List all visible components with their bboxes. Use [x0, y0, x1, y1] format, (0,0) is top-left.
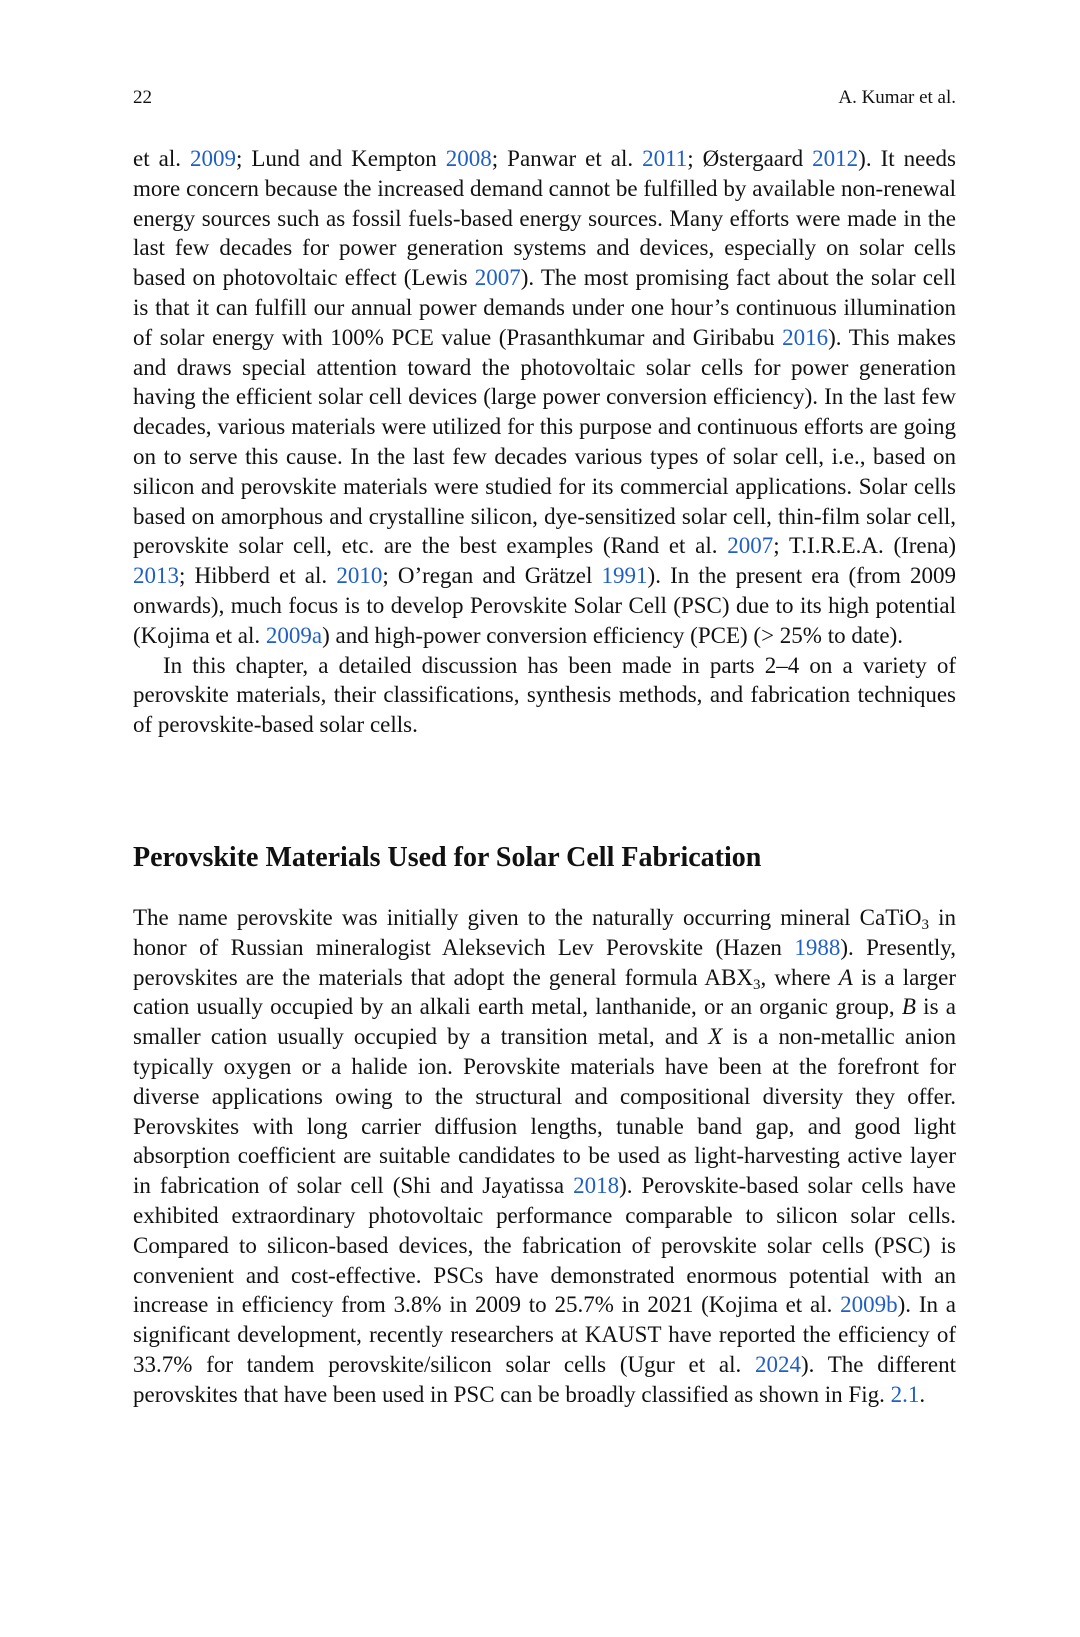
section-text [133, 903, 956, 1410]
citation-link[interactable]: 2007 [727, 533, 774, 559]
citation-link[interactable]: 2007 [474, 265, 521, 291]
citation-link[interactable]: 2008 [445, 146, 492, 171]
citation-link[interactable]: 2011 [642, 146, 688, 171]
citation-link[interactable]: 2009a [265, 622, 323, 648]
citation-link[interactable]: 2018 [573, 1173, 620, 1199]
citation-link[interactable]: 2009 [189, 146, 236, 171]
section-paragraph-1: The name perovskite was initially given to the naturally occurring mineral CaTiO$_3$ in honor of Russian mineralogist Aleksevich Lev Perovskite (Hazen 1988). Presently, perovskites are the materials that adopt the general formula $ABX_3$, where A is a larger cation usually occupied by an alkali earth metal, lanthanide, or an organic group, B is a smaller cation usually occupied by a transition metal, and X is a non-metallic anion typically oxygen or a halide ion. Perovskite materials have been at the forefront for diverse applications owing to the structural and compositional diversity they offer. Perovskites with long carrier diffusion lengths, tunable band gap, and good light absorption coefficient are suitable candidates to be used as light-harvesting active layer in fabrication of solar cell (Shi and Jayatissa 2018). Perovskite-based solar cells have exhibited extraordinary photovoltaic performance comparable to silicon solar cells. Compared to silicon-based devices, the fabrication of perovskite solar cells (PSC) is convenient and cost-effective. PSCs have demonstrated enormous potential with an increase in efficiency from 3.8% in 2009 to 25.7% in 2021 (Kojima et al. 2009b). In a significant development, recently researchers at KAUST have reported the efficiency of 33.7% for tandem perovskite/silicon solar cells (Ugur et al. 2024). The different perovskites that have been used in PSC can be broadly classified as shown in Fig. 2.1. [133, 905, 957, 1407]
citation-link[interactable]: 2010 [336, 563, 383, 589]
subscript: 3 [753, 976, 761, 993]
intro-paragraph-1: et al. 2009; Lund and Kempton 2008; Panwar et al. 2011; Østergaard 2012). It needs more concern because the increased demand cannot be fulfilled by available non-renewal energy sources such as fossil fuels-based energy sources. Many efforts were made in the last few decades for power generation systems and devices, especially on solar cells based on photovoltaic effect (Lewis 2007). The most promising fact about the solar cell is that it can fulfill our annual power demands under one hour’s continuous illumination of solar energy with 100% PCE value (Prasanthkumar and Giribabu 2016). This makes and draws special attention toward the photovoltaic solar cells for power generation having the efficient solar cell devices (large power conversion efficiency). In the last few decades, various materials were utilized for this purpose and continuous efforts are going on to serve this cause. In the last few decades various types of solar cell, i.e., based on silicon and perovskite materials were studied for its commercial applications. Solar cells based on amorphous and crystalline silicon, dye-sensitized solar cell, thin-film solar cell, perovskite solar cell, etc. are the best examples (Rand et al. 2007; T.I.R.E.A. (Irena) 2013; Hibberd et al. 2010; O’regan and Grätzel 1991). In the present era (from 2009 onwards), much focus is to develop Perovskite Solar Cell (PSC) due to its high potential (Kojima et al. 2009a) and high-power conversion efficiency (PCE) (> 25% to date). [133, 146, 956, 648]
section-heading: Perovskite Materials Used for Solar Cell Fabrication [133, 842, 762, 873]
citation-link[interactable]: 2013 [133, 563, 179, 589]
citation-link[interactable]: 2009b [840, 1292, 898, 1318]
page-number: 22 [133, 87, 152, 108]
citation-link[interactable]: 1988 [794, 934, 841, 960]
intro-text [133, 144, 956, 740]
citation-link[interactable]: 2012 [812, 146, 859, 171]
italic-symbol: X [708, 1024, 723, 1050]
citation-link[interactable]: 1991 [601, 563, 648, 589]
italic-symbol: B [901, 994, 916, 1020]
intro-paragraph-2: In this chapter, a detailed discussion has been made in parts 2–4 on a variety of perovskite materials, their classifications, synthesis methods, and fabrication techniques of perovskite-based solar cells. [133, 652, 956, 738]
citation-link[interactable]: 2024 [754, 1351, 801, 1377]
citation-link[interactable]: 2016 [782, 324, 829, 350]
citation-link[interactable]: 2.1 [890, 1381, 920, 1407]
running-head-authors: A. Kumar et al. [838, 87, 956, 108]
subscript: 3 [921, 917, 929, 933]
italic-symbol: A [838, 964, 853, 990]
